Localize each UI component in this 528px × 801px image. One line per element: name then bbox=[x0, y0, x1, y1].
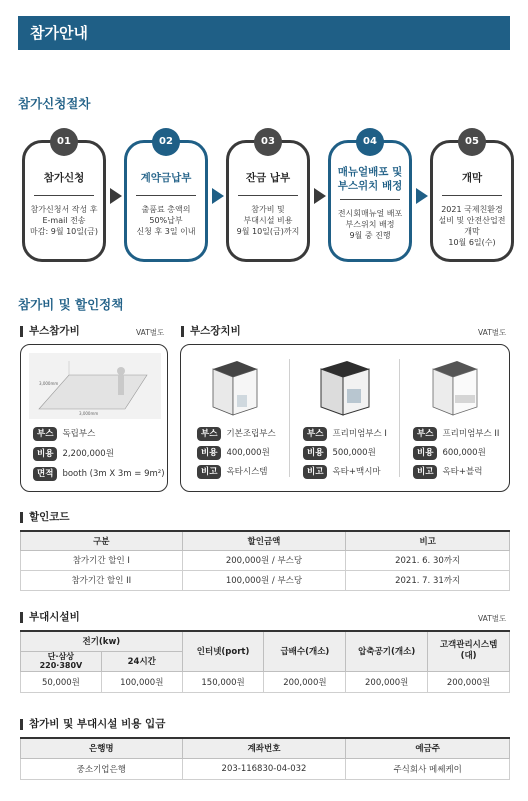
booth-cost-row bbox=[33, 447, 114, 463]
tag: 부스 bbox=[413, 427, 437, 441]
basic-booth-image bbox=[207, 359, 261, 421]
column-header: 전기(kw) bbox=[21, 631, 183, 651]
tag: 면적 bbox=[33, 467, 57, 481]
value: 2,200,000원 bbox=[62, 449, 114, 459]
value: 옥타시스템 bbox=[226, 467, 268, 477]
payment-table bbox=[20, 737, 510, 780]
step-number: 04 bbox=[356, 128, 384, 156]
table-cell: 200,000원 bbox=[346, 671, 428, 692]
equip-1-cost-row bbox=[197, 446, 270, 462]
facility-title: 부대시설비 bbox=[20, 612, 80, 623]
step-card bbox=[226, 136, 310, 262]
tag: 비용 bbox=[303, 446, 327, 460]
tag: 부스 bbox=[33, 427, 57, 441]
arrow-right-icon bbox=[312, 186, 328, 206]
facility-table bbox=[20, 630, 510, 693]
column-header: 비고 bbox=[346, 531, 510, 550]
equip-2-cost-row bbox=[303, 446, 376, 462]
discount-title: 할인코드 bbox=[20, 512, 70, 523]
value: 400,000원 bbox=[226, 448, 270, 458]
step-title: 개막 bbox=[461, 172, 483, 184]
value: 옥타+맥시마 bbox=[332, 467, 381, 477]
premium-booth-1-image bbox=[317, 359, 371, 421]
booth-type-row bbox=[33, 427, 95, 443]
value: 프리미엄부스 I bbox=[332, 429, 387, 439]
arrow-right-icon bbox=[108, 186, 124, 206]
discount-table bbox=[20, 530, 510, 591]
table-cell: 200,000원 / 부스당 bbox=[182, 550, 346, 570]
tag: 비고 bbox=[413, 465, 437, 479]
payment-title: 참가비 및 부대시설 비용 입금 bbox=[20, 719, 165, 730]
equip-3-type-row bbox=[413, 427, 499, 443]
value: 500,000원 bbox=[332, 448, 376, 458]
booth-equip-card bbox=[180, 344, 510, 492]
step-card bbox=[124, 136, 208, 262]
table-row bbox=[21, 671, 510, 692]
step-number: 02 bbox=[152, 128, 180, 156]
divider bbox=[238, 195, 298, 196]
table-cell: 200,000원 bbox=[264, 671, 346, 692]
tag: 비용 bbox=[197, 446, 221, 460]
tag: 비용 bbox=[33, 447, 57, 461]
step-card bbox=[328, 136, 412, 262]
step-desc: 참가비 및 부대시설 비용 9월 10일(금)까지 bbox=[236, 205, 300, 236]
booth-area-row bbox=[33, 467, 165, 483]
equip-1-note-row bbox=[197, 465, 268, 481]
step-number: 05 bbox=[458, 128, 486, 156]
divider bbox=[289, 359, 290, 477]
step-card bbox=[22, 136, 106, 262]
table-cell: 100,000원 / 부스당 bbox=[182, 570, 346, 590]
booth-equip-title: 부스장치비 bbox=[181, 326, 241, 337]
vat-note: VAT별도 bbox=[478, 328, 507, 337]
column-header: 24시간 bbox=[101, 651, 182, 671]
floor-height-label: 3,000mm bbox=[39, 381, 59, 386]
table-cell: 2021. 7. 31까지 bbox=[346, 570, 510, 590]
premium-booth-2-image bbox=[427, 355, 481, 421]
tag: 부스 bbox=[303, 427, 327, 441]
step-desc: 2021 국제친환경 설비 및 안전산업전 개막 10월 6일(수) bbox=[438, 205, 506, 247]
step-desc: 참가신청서 작성 후 E-mail 전송 마감: 9월 10일(금) bbox=[30, 205, 98, 236]
divider bbox=[442, 195, 502, 196]
booth-fee-title: 부스참가비 bbox=[20, 326, 80, 337]
value: 옥타+블럭 bbox=[442, 467, 483, 477]
tag: 비용 bbox=[413, 446, 437, 460]
column-header: 할인금액 bbox=[182, 531, 346, 550]
arrow-right-icon bbox=[414, 186, 430, 206]
table-row bbox=[21, 758, 510, 779]
divider bbox=[34, 195, 94, 196]
step-title: 참가신청 bbox=[43, 172, 85, 184]
column-header: 예금주 bbox=[346, 738, 510, 758]
step-desc: 전시회매뉴얼 배포 부스위치 배정 9월 중 진행 bbox=[337, 209, 403, 240]
value: 기본조립부스 bbox=[226, 429, 276, 439]
table-cell: 2021. 6. 30까지 bbox=[346, 550, 510, 570]
arrow-right-icon bbox=[210, 186, 226, 206]
column-header: 구분 bbox=[21, 531, 183, 550]
column-header: 단·삼상 220·380V bbox=[21, 651, 102, 671]
table-cell: 주식회사 메쎄케이 bbox=[346, 758, 510, 779]
divider bbox=[340, 199, 400, 200]
page-header bbox=[18, 16, 510, 50]
tag: 비고 bbox=[197, 465, 221, 479]
value: booth (3m X 3m = 9m²) bbox=[62, 469, 165, 479]
table-cell: 200,000원 bbox=[428, 671, 510, 692]
column-header: 압축공기(개소) bbox=[346, 631, 428, 671]
equip-3-cost-row bbox=[413, 446, 486, 462]
equip-2-type-row bbox=[303, 427, 387, 443]
equip-1-type-row bbox=[197, 427, 276, 443]
table-cell: 참가기간 할인 I bbox=[21, 550, 183, 570]
divider bbox=[399, 359, 400, 477]
tag: 비고 bbox=[303, 465, 327, 479]
column-header: 급배수(개소) bbox=[264, 631, 346, 671]
procedure-steps bbox=[22, 128, 512, 266]
divider bbox=[136, 195, 196, 196]
table-row bbox=[21, 550, 510, 570]
floor-width-label: 3,000mm bbox=[79, 411, 99, 416]
page-title: 참가안내 bbox=[30, 24, 88, 42]
table-cell: 참가기간 할인 II bbox=[21, 570, 183, 590]
table-cell: 50,000원 bbox=[21, 671, 102, 692]
step-desc: 출품료 총액의 50%납부 신청 후 3일 이내 bbox=[136, 205, 196, 236]
fees-title: 참가비 및 할인정책 bbox=[18, 297, 124, 312]
step-title: 계약금납부 bbox=[140, 172, 192, 184]
booth-floor-image bbox=[29, 353, 161, 419]
value: 600,000원 bbox=[442, 448, 486, 458]
column-header: 은행명 bbox=[21, 738, 183, 758]
vat-note: VAT별도 bbox=[478, 614, 507, 623]
table-cell: 150,000원 bbox=[182, 671, 264, 692]
column-header: 인터넷(port) bbox=[182, 631, 264, 671]
table-row bbox=[21, 570, 510, 590]
step-number: 01 bbox=[50, 128, 78, 156]
column-header: 고객관리시스템 (대) bbox=[428, 631, 510, 671]
table-cell: 100,000원 bbox=[101, 671, 182, 692]
value: 프리미엄부스 II bbox=[442, 429, 500, 439]
procedure-title: 참가신청절차 bbox=[18, 96, 91, 111]
step-title: 잔금 납부 bbox=[245, 172, 291, 184]
table-cell: 203-116830-04-032 bbox=[182, 758, 346, 779]
booth-fee-card bbox=[20, 344, 168, 492]
value: 독립부스 bbox=[62, 429, 96, 439]
vat-note: VAT별도 bbox=[136, 328, 165, 337]
tag: 부스 bbox=[197, 427, 221, 441]
step-title: 매뉴얼배포 및 부스위치 배정 bbox=[337, 166, 403, 192]
column-header: 계좌번호 bbox=[182, 738, 346, 758]
step-number: 03 bbox=[254, 128, 282, 156]
table-cell: 중소기업은행 bbox=[21, 758, 183, 779]
equip-3-note-row bbox=[413, 465, 482, 481]
step-card bbox=[430, 136, 514, 262]
equip-2-note-row bbox=[303, 465, 381, 481]
